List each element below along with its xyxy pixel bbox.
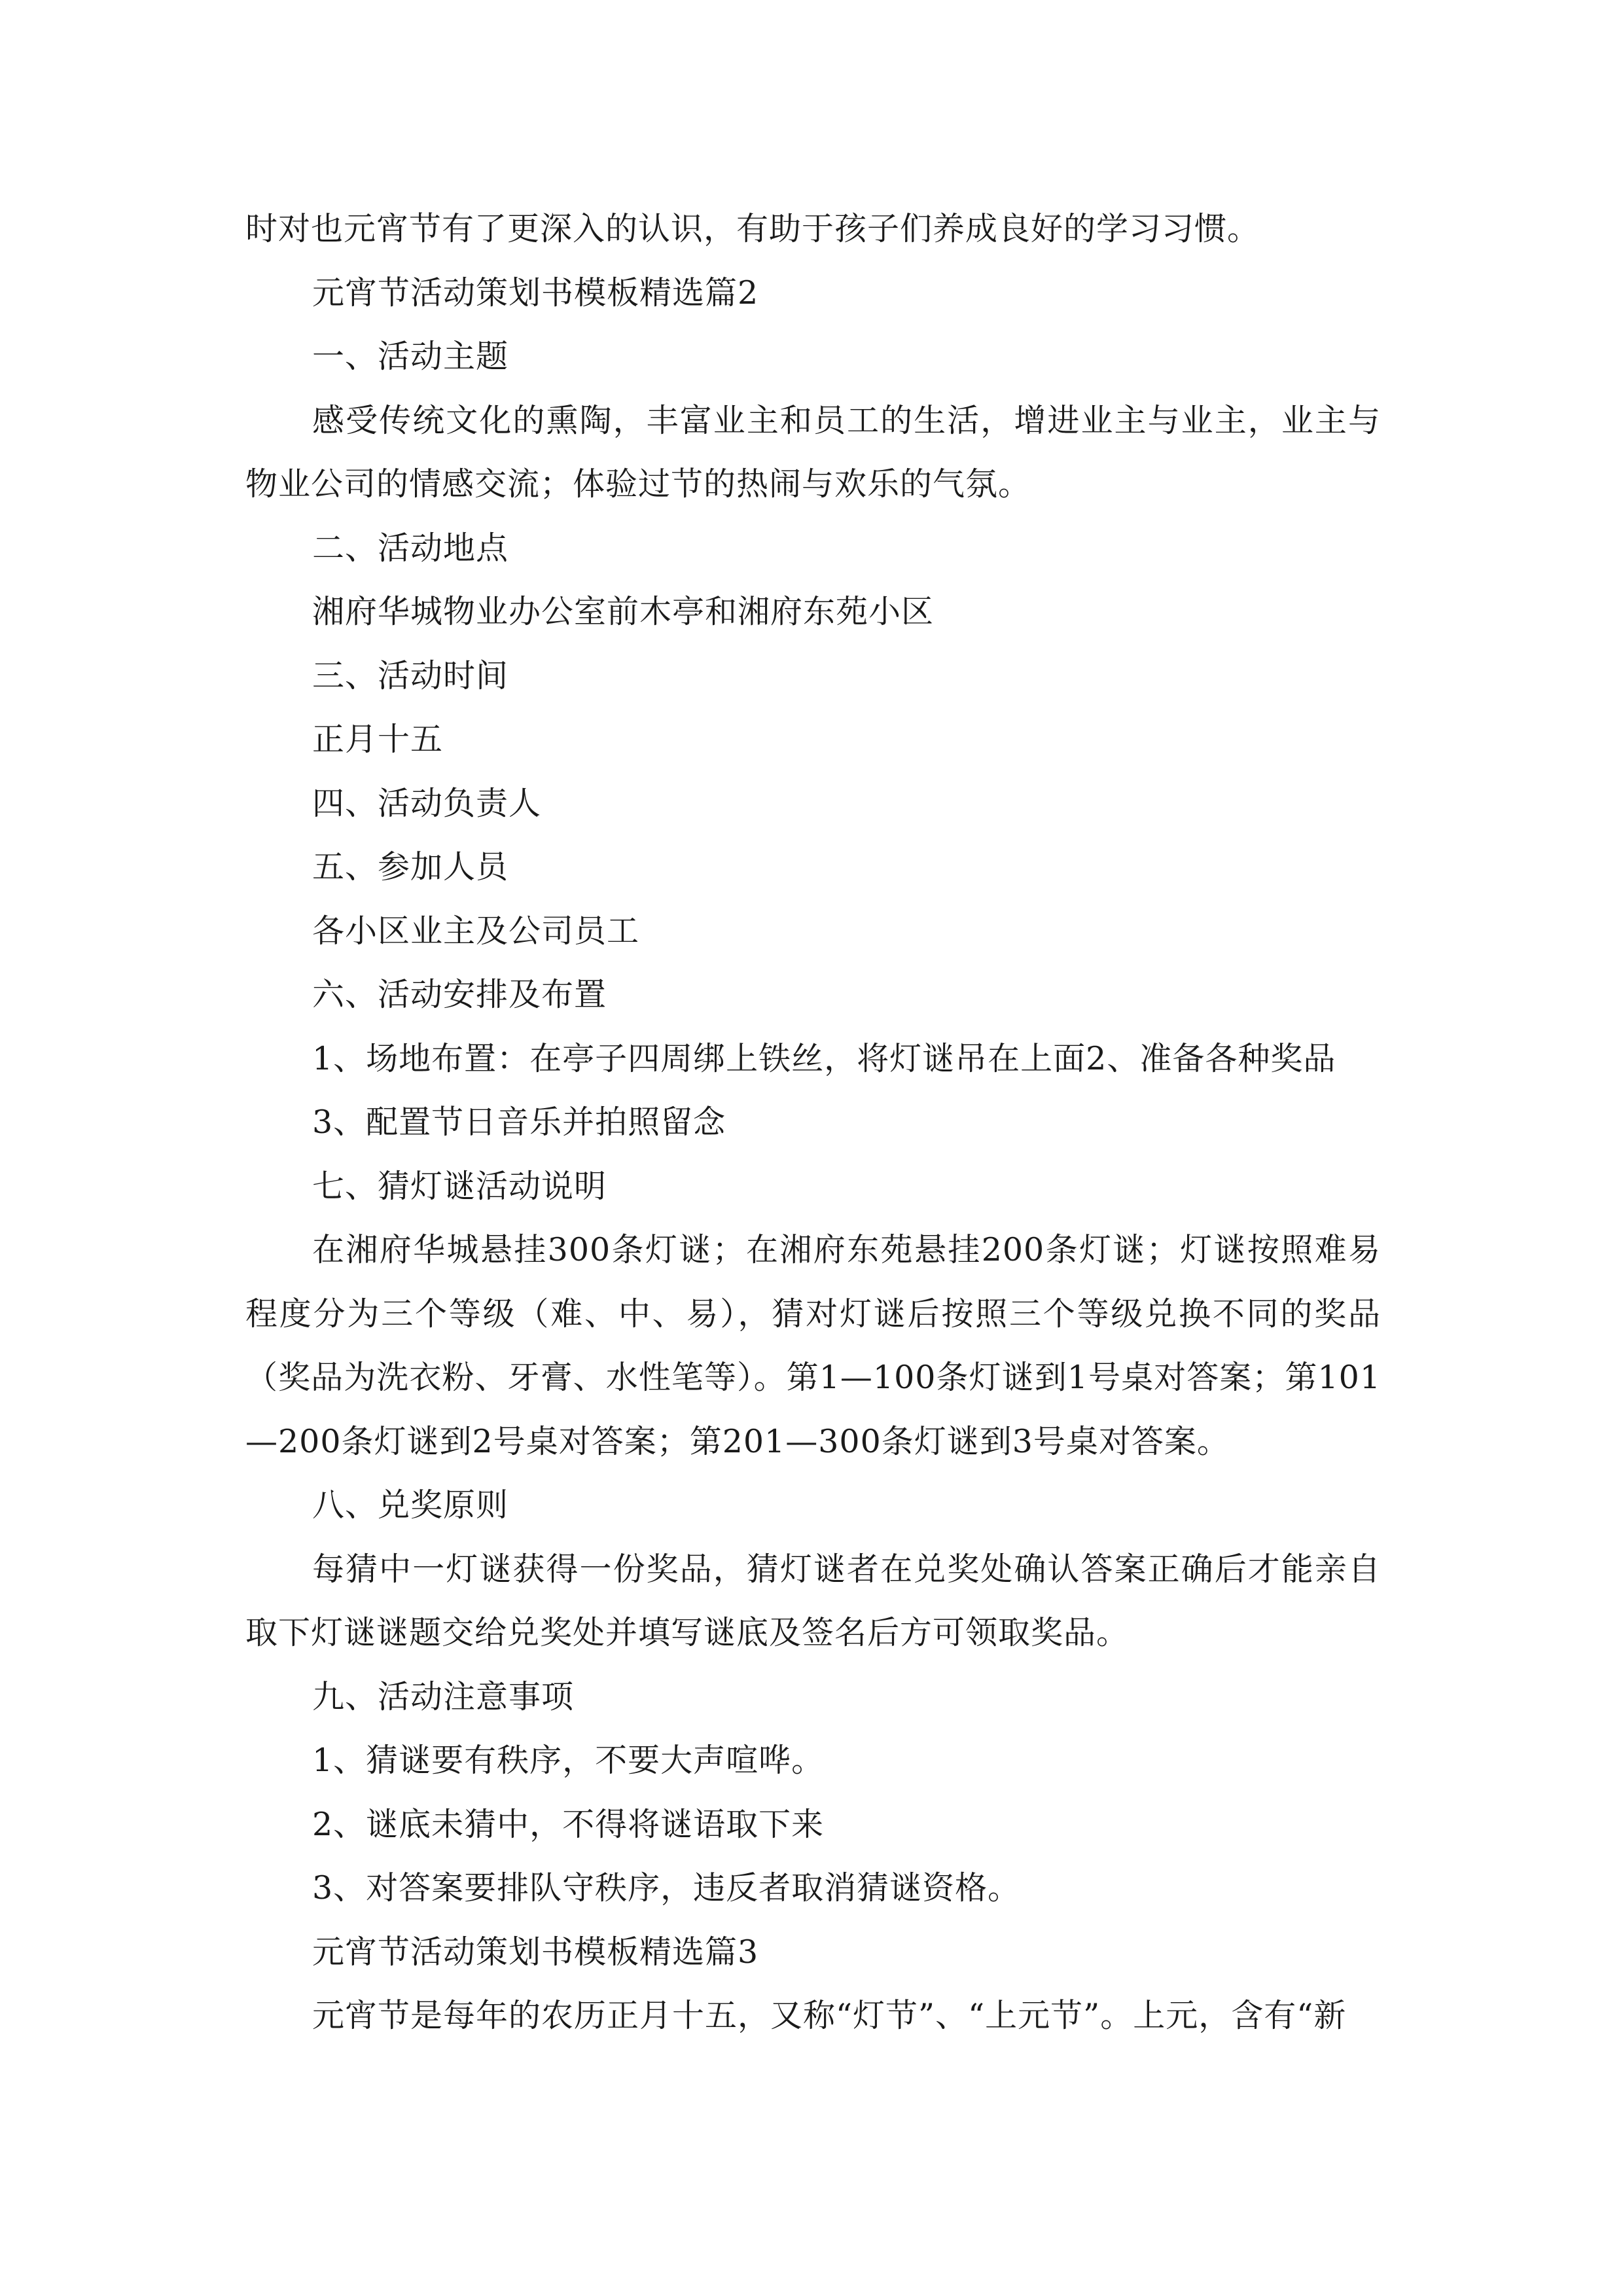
paragraph-participants-body: 各小区业主及公司员工 — [312, 912, 640, 950]
list-item-note-3: 3、对答案要排队守秩序，违反者取消猜谜资格。 — [312, 1869, 1021, 1907]
section-title-part-3: 元宵节活动策划书模板精选篇3 — [312, 1933, 759, 1971]
paragraph-location-body: 湘府华城物业办公室前木亭和湘府东苑小区 — [312, 593, 935, 630]
paragraph-continuation: 时对也元宵节有了更深入的认识，有助于孩子们养成良好的学习习惯。 — [245, 210, 1260, 247]
heading-arrangement: 六、活动安排及布置 — [312, 976, 607, 1013]
heading-activity-theme: 一、活动主题 — [312, 338, 509, 375]
list-item-note-1: 1、猜谜要有秩序，不要大声喧哗。 — [312, 1742, 825, 1779]
paragraph-theme-body: 感受传统文化的熏陶，丰富业主和员工的生活，增进业主与业主，业主与物业公司的情感交流；体验过节的热闹与欢乐的气氛。 — [245, 401, 1381, 503]
document-body — [245, 197, 1381, 2048]
heading-activity-time: 三、活动时间 — [312, 656, 509, 694]
list-item-note-2: 2、谜底未猜中，不得将谜语取下来 — [312, 1805, 825, 1843]
heading-notes: 九、活动注意事项 — [312, 1677, 575, 1715]
list-item-arrangement-3: 3、配置节日音乐并拍照留念 — [312, 1103, 726, 1141]
paragraph-time-body: 正月十五 — [312, 721, 444, 758]
paragraph-part-3-intro: 元宵节是每年的农历正月十五，又称“灯节”、“上元节”。上元，含有“新 — [312, 1997, 1347, 2034]
heading-activity-location: 二、活动地点 — [312, 529, 509, 567]
heading-prize-rules: 八、兑奖原则 — [312, 1486, 509, 1524]
heading-riddle-instructions: 七、猜灯谜活动说明 — [312, 1167, 607, 1205]
section-title-part-2: 元宵节活动策划书模板精选篇2 — [312, 274, 759, 312]
heading-person-in-charge: 四、活动负责人 — [312, 784, 542, 822]
heading-participants: 五、参加人员 — [312, 848, 509, 886]
list-item-arrangement-1: 1、场地布置：在亭子四周绑上铁丝，将灯谜吊在上面2、准备各种奖品 — [312, 1039, 1336, 1077]
paragraph-riddle-body: 在湘府华城悬挂300条灯谜；在湘府东苑悬挂200条灯谜；灯谜按照难易程度分为三个等级（难、中、易），猜对灯谜后按照三个等级兑换不同的奖品（奖品为洗衣粉、牙膏、水性笔等）。第1—100条灯谜到1号桌对答案；第101—200条灯谜到2号桌对答案；第201—300条灯谜到3号桌对答案。 — [245, 1231, 1381, 1460]
paragraph-prize-body: 每猜中一灯谜获得一份奖品，猜灯谜者在兑奖处确认答案正确后才能亲自取下灯谜谜题交给兑奖处并填写谜底及签名后方可领取奖品。 — [245, 1550, 1381, 1651]
